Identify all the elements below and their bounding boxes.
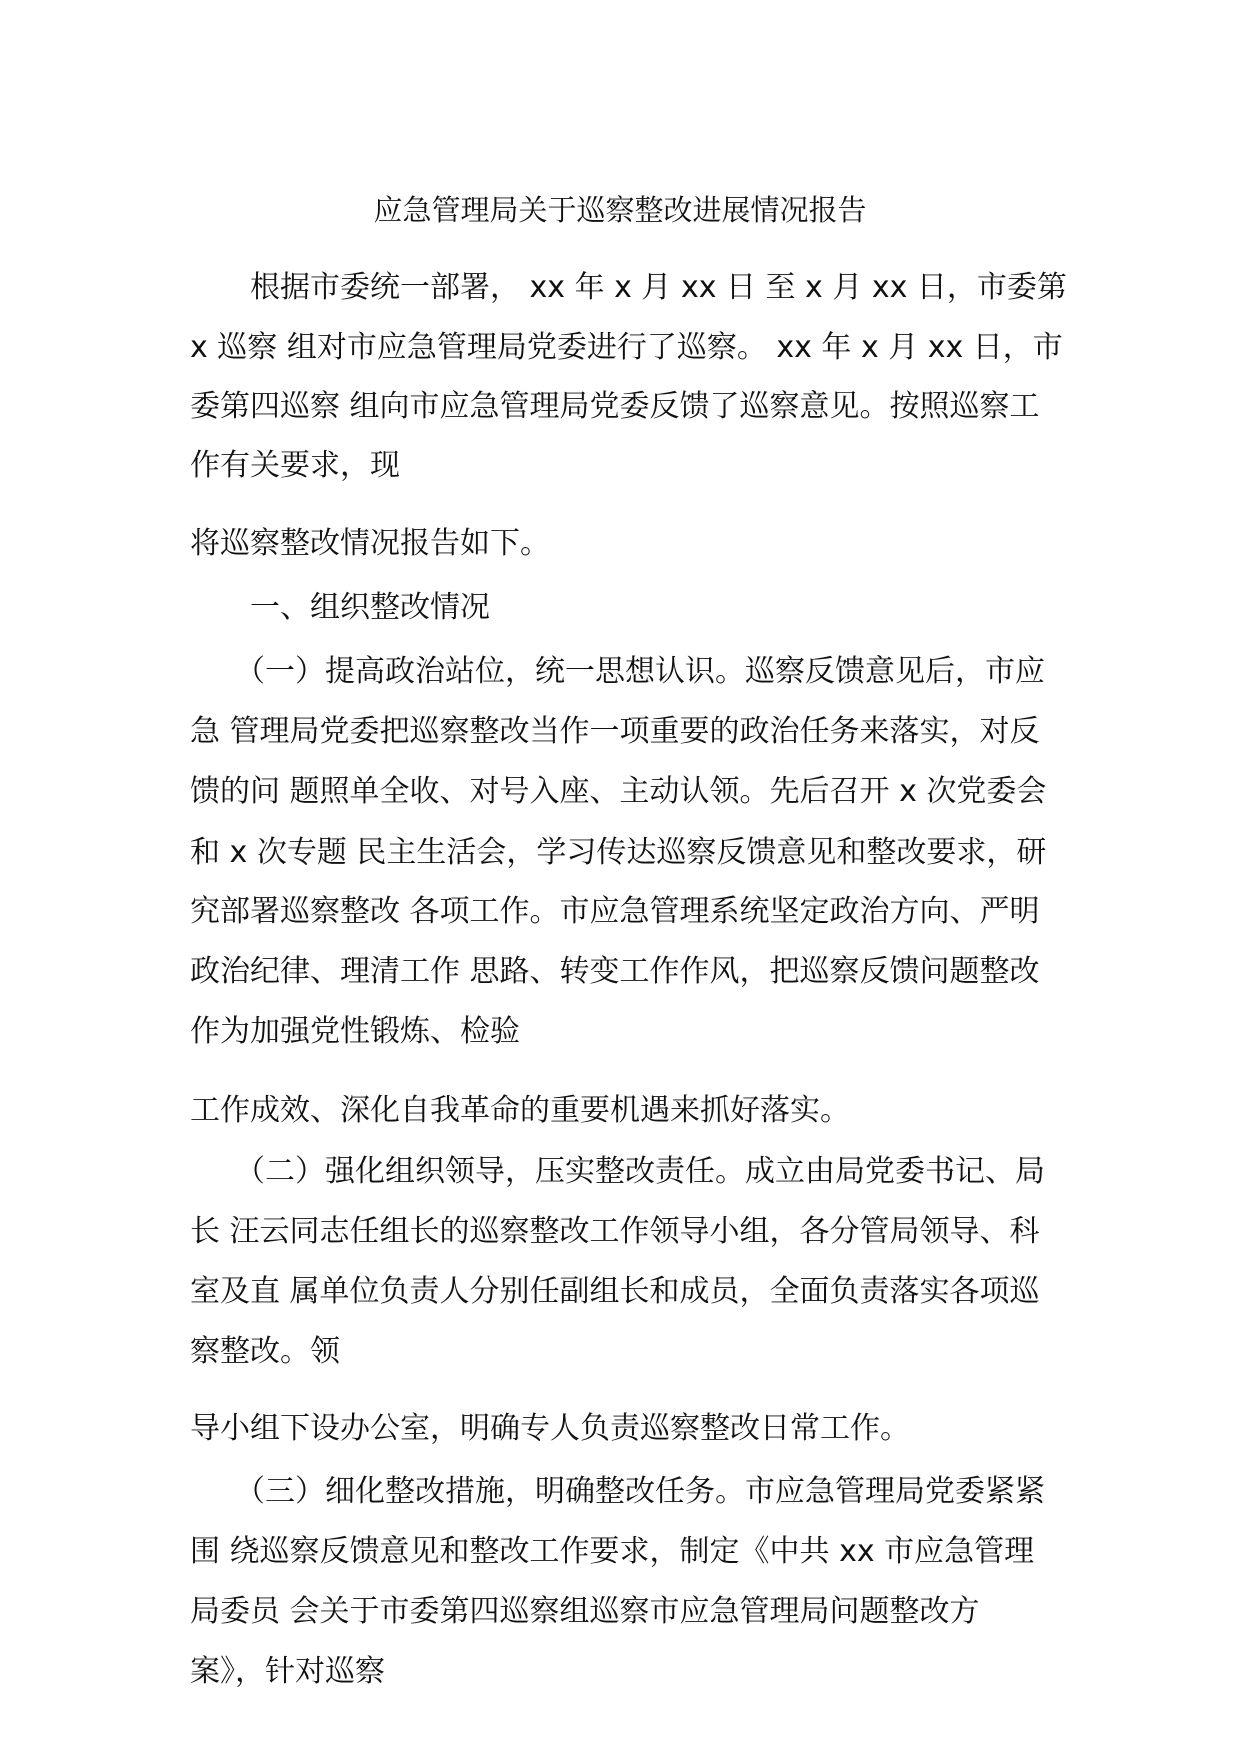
paragraph-line: 将巡察整改情况报告如下。 xyxy=(190,526,550,561)
paragraph-line: 究部署巡察整改 各项工作。市应急管理系统坚定政治方向、严明 xyxy=(190,894,1040,929)
paragraph-line: 长 汪云同志任组长的巡察整改工作领导小组，各分管局领导、科 xyxy=(190,1214,1040,1249)
paragraph-line: 围 绕巡察反馈意见和整改工作要求，制定《中共 xx 市应急管理 xyxy=(190,1534,1035,1569)
paragraph-line: 工作成效、深化自我革命的重要机遇来抓好落实。 xyxy=(190,1093,850,1128)
document-title: 应急管理局关于巡察整改进展情况报告 xyxy=(373,193,867,227)
paragraph-line: 急 管理局党委把巡察整改当作一项重要的政治任务来落实，对反 xyxy=(190,714,1040,749)
paragraph-line: 室及直 属单位负责人分别任副组长和成员，全面负责落实各项巡 xyxy=(190,1274,1040,1309)
paragraph-line: x 巡察 组对市应急管理局党委进行了巡察。 xx 年 x 月 xx 日，市 xyxy=(190,330,1063,365)
paragraph-line: 案》，针对巡察 xyxy=(190,1654,385,1689)
section-heading: 一、组织整改情况 xyxy=(190,590,490,625)
paragraph-line: 和 x 次专题 民主生活会，学习传达巡察反馈意见和整改要求，研 xyxy=(190,835,1047,870)
paragraph-line: 察整改。领 xyxy=(190,1334,340,1369)
paragraph-line: 根据市委统一部署， xx 年 x 月 xx 日 至 x 月 xx 日，市委第 xyxy=(190,270,1067,305)
paragraph-line: （二）强化组织领导，压实整改责任。成立由局党委书记、局 xyxy=(190,1154,1045,1189)
paragraph-line: （一）提高政治站位，统一思想认识。巡察反馈意见后，市应 xyxy=(190,654,1045,689)
paragraph-line: 委第四巡察 组向市应急管理局党委反馈了巡察意见。按照巡察工 xyxy=(190,389,1040,424)
paragraph-line: 局委员 会关于市委第四巡察组巡察市应急管理局问题整改方 xyxy=(190,1594,980,1629)
paragraph-line: 作有关要求，现 xyxy=(190,448,400,483)
paragraph-line: 作为加强党性锻炼、检验 xyxy=(190,1014,520,1049)
paragraph-line: 导小组下设办公室，明确专人负责巡察整改日常工作。 xyxy=(190,1411,910,1446)
paragraph-line: 政治纪律、理清工作 思路、转变工作作风，把巡察反馈问题整改 xyxy=(190,954,1040,989)
paragraph-line: 馈的问 题照单全收、对号入座、主动认领。先后召开 x 次党委会 xyxy=(190,774,1047,809)
paragraph-line: （三）细化整改措施，明确整改任务。市应急管理局党委紧紧 xyxy=(190,1474,1045,1509)
